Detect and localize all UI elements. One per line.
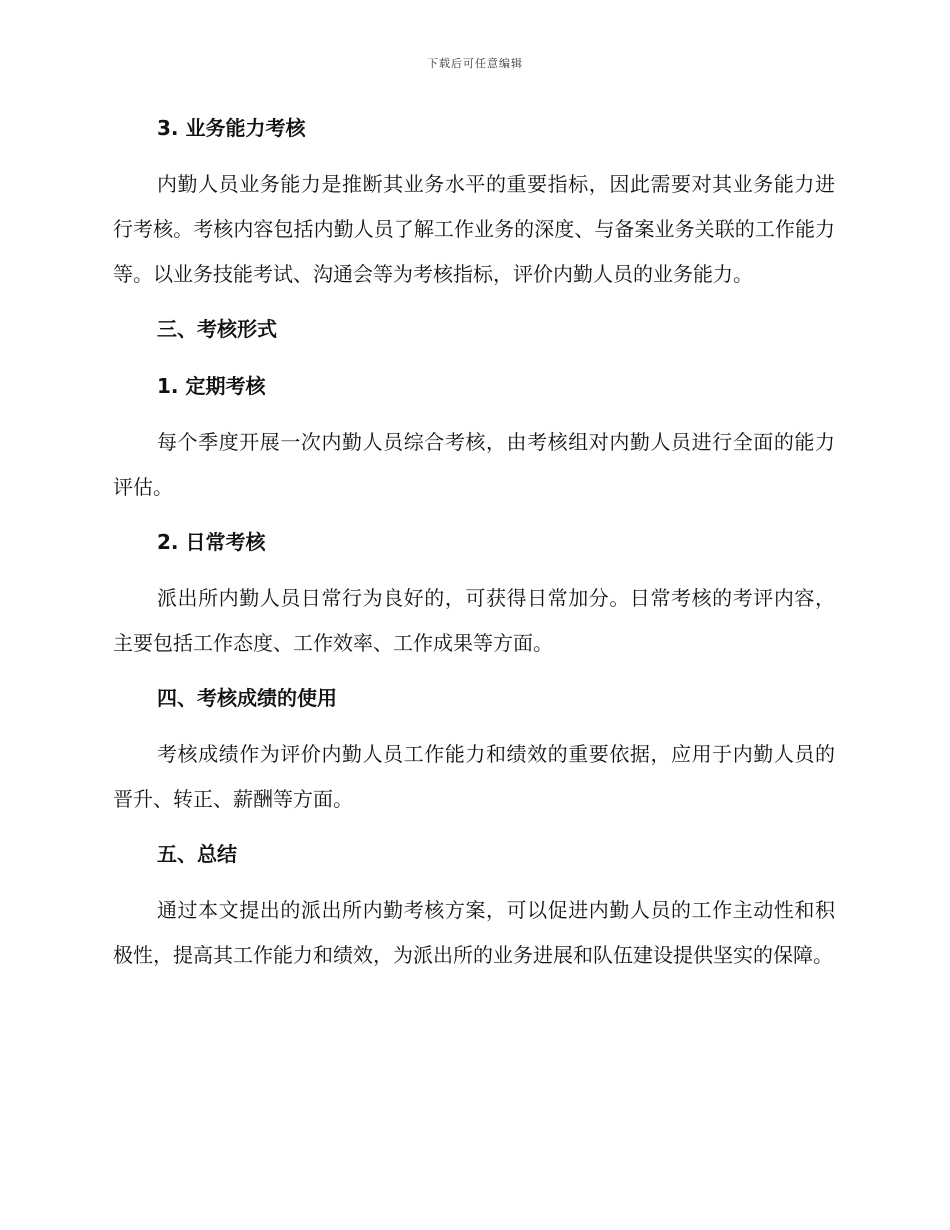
paragraph: 考核成绩作为评价内勤人员工作能力和绩效的重要依据，应用于内勤人员的晋升、转正、薪酬等方面。: [113, 742, 835, 811]
section-heading: 三、考核形式: [157, 317, 277, 341]
paragraph: 通过本文提出的派出所内勤考核方案，可以促进内勤人员的工作主动性和积极性，提高其工作能力和绩效，为派出所的业务进展和队伍建设提供坚实的保障。: [113, 898, 835, 967]
section-heading: 2. 日常考核: [157, 530, 266, 554]
document-body: [113, 112, 835, 994]
header-note: 下载后可任意编辑: [427, 57, 523, 70]
section-heading: 四、考核成绩的使用: [157, 686, 337, 710]
section-heading: 1. 定期考核: [157, 374, 266, 398]
paragraph: 每个季度开展一次内勤人员综合考核，由考核组对内勤人员进行全面的能力评估。: [113, 430, 835, 499]
paragraph: 内勤人员业务能力是推断其业务水平的重要指标，因此需要对其业务能力进行考核。考核内容包括内勤人员了解工作业务的深度、与备案业务关联的工作能力等。以业务技能考试、沟通会等为考核指标，评价内勤人员的业务能力。: [113, 172, 835, 286]
section-heading: 3. 业务能力考核: [157, 116, 306, 140]
paragraph: 派出所内勤人员日常行为良好的，可获得日常加分。日常考核的考评内容，主要包括工作态度、工作效率、工作成果等方面。: [113, 586, 835, 655]
section-heading: 五、总结: [157, 842, 237, 866]
